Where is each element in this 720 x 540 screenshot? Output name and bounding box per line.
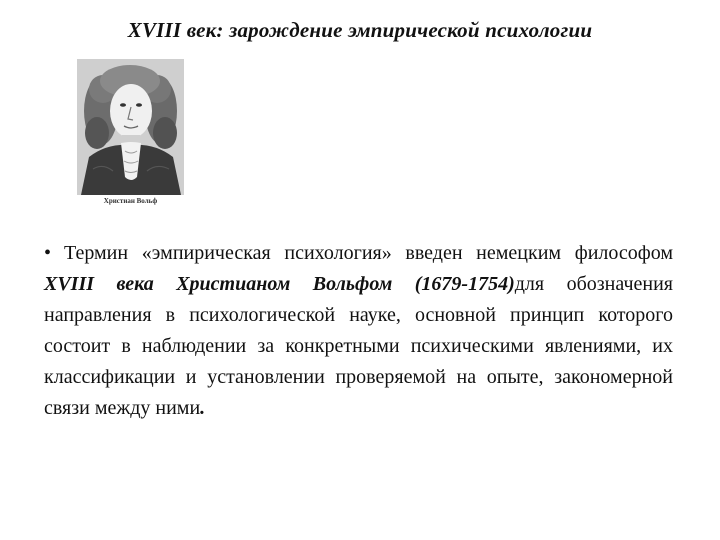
portrait-image	[77, 59, 184, 195]
portrait-caption: Христиан Вольф	[103, 197, 158, 205]
paragraph-text-1: Термин «эмпирическая психология» введен немецким философом	[64, 242, 673, 264]
paragraph-end-period: .	[200, 397, 206, 419]
slide-title: XVIII век: зарождение эмпирической психологии	[127, 18, 593, 42]
bullet-paragraph	[44, 238, 673, 424]
portrait	[77, 59, 184, 211]
paragraph-emphasis: XVIII века Христианом Вольфом (1679-1754)	[44, 273, 515, 295]
bullet-marker: •	[44, 242, 52, 264]
paragraph-text-2: для обозначения направления в психологической науке, основной принцип которого состоит в наблюдении за конкретными психическими явлениями, их классификации и установлении проверяемой на опыте, закономерной связи между ними	[44, 273, 673, 419]
